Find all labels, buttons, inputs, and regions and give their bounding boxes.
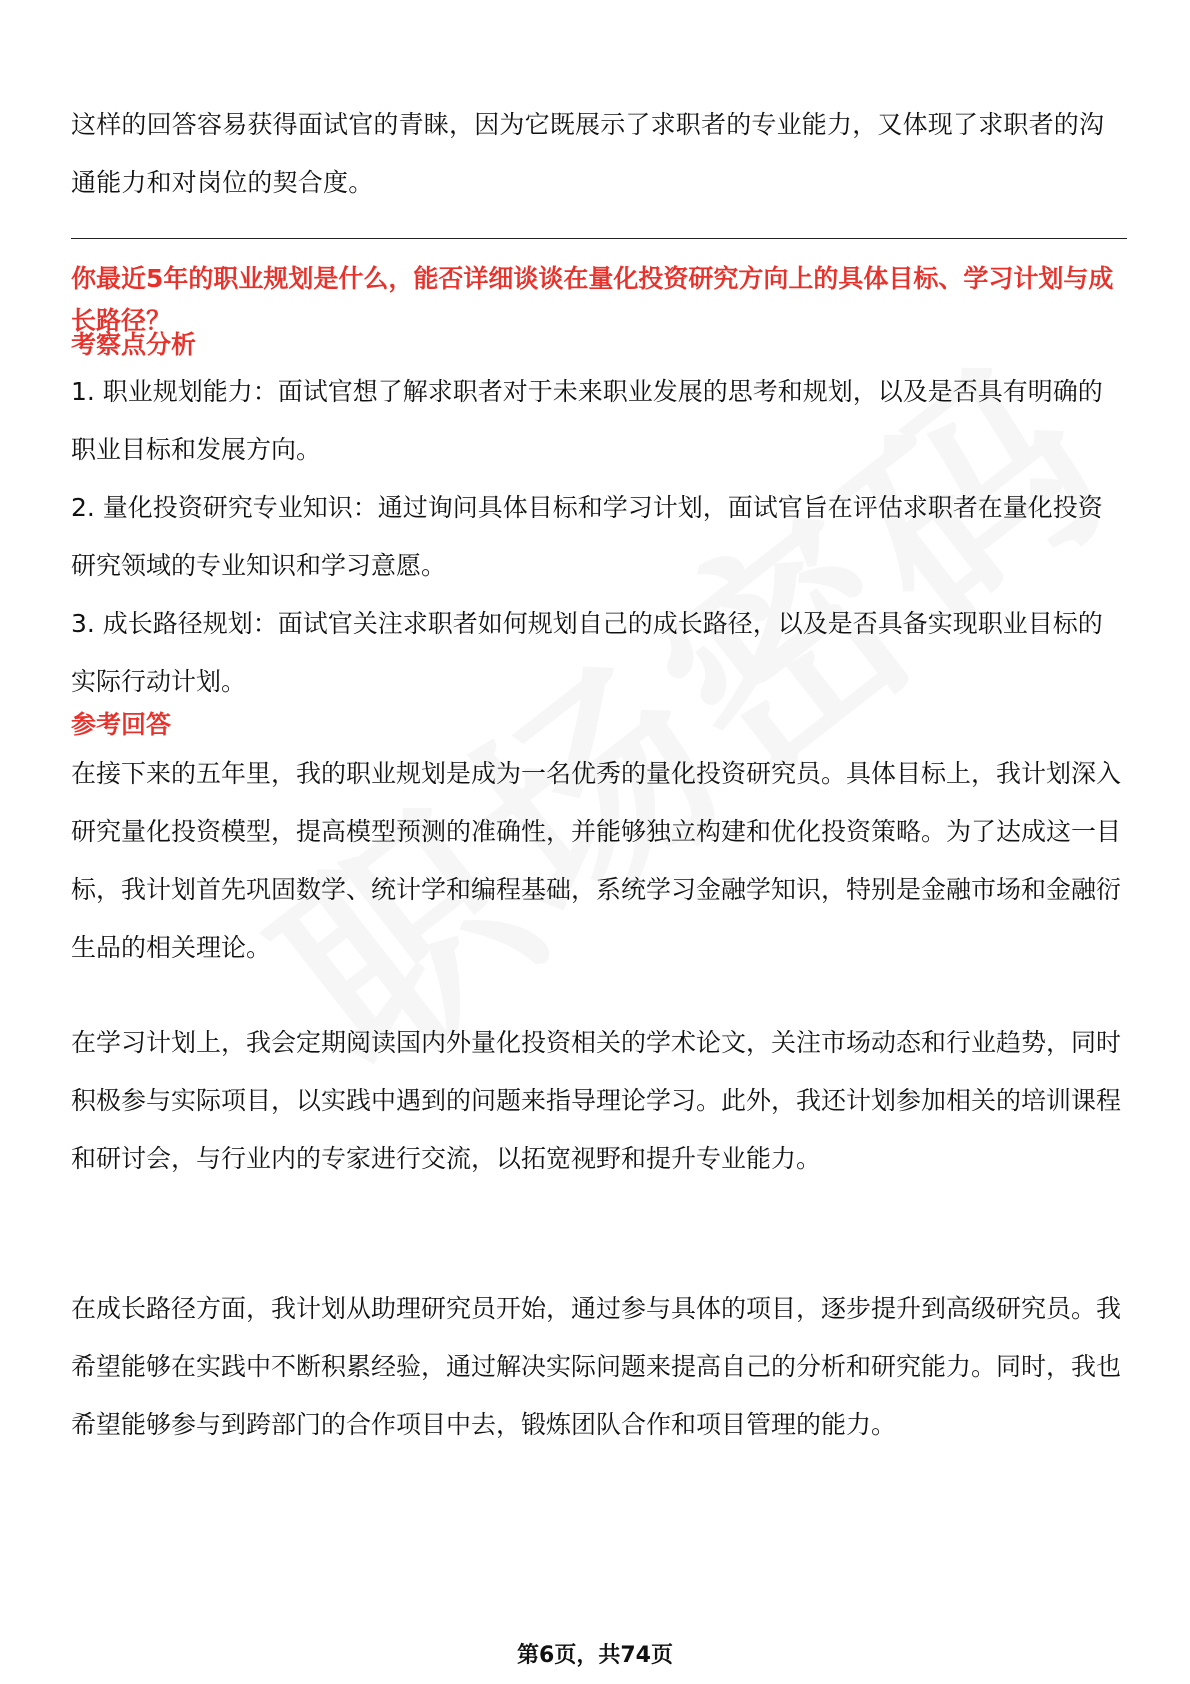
answer-paragraph-3: [71, 1280, 1127, 1454]
answer-paragraph-2: [71, 1014, 1127, 1188]
answer-heading: 参考回答: [71, 710, 172, 739]
analysis-list: [71, 363, 1127, 711]
answer-paragraph-1-text: 在接下来的五年里，我的职业规划是成为一名优秀的量化投资研究员。具体目标上，我计划深入研究量化投资模型，提高模型预测的准确性，并能够独立构建和优化投资策略。为了达成这一目标，我计划首先巩固数学、统计学和编程基础，系统学习金融学知识，特别是金融市场和金融衍生品的相关理论。: [71, 759, 1122, 962]
analysis-item-3: 3. 成长路径规划：面试官关注求职者如何规划自己的成长路径，以及是否具备实现职业目标的实际行动计划。: [71, 609, 1103, 696]
analysis-item-1: 1. 职业规划能力：面试官想了解求职者对于未来职业发展的思考和规划，以及是否具有明确的职业目标和发展方向。: [71, 377, 1103, 464]
page-number: 第6页，共74页: [517, 1643, 673, 1668]
question-title: 你最近5年的职业规划是什么，能否详细谈谈在量化投资研究方向上的具体目标、学习计划与成长路径？: [71, 264, 1114, 335]
intro-conclusion: [71, 96, 1127, 212]
answer-paragraph-3-text: 在成长路径方面，我计划从助理研究员开始，通过参与具体的项目，逐步提升到高级研究员。我希望能够在实践中不断积累经验，通过解决实际问题来提高自己的分析和研究能力。同时，我也希望能够参与到跨部门的合作项目中去，锻炼团队合作和项目管理的能力。: [71, 1294, 1122, 1439]
answer-paragraph-1: [71, 745, 1127, 977]
analysis-item-2: 2. 量化投资研究专业知识：通过询问具体目标和学习计划，面试官旨在评估求职者在量化投资研究领域的专业知识和学习意愿。: [71, 493, 1103, 580]
intro-conclusion-text: 这样的回答容易获得面试官的青睐，因为它既展示了求职者的专业能力，又体现了求职者的沟通能力和对岗位的契合度。: [71, 110, 1105, 197]
answer-paragraph-2-text: 在学习计划上，我会定期阅读国内外量化投资相关的学术论文，关注市场动态和行业趋势，同时积极参与实际项目，以实践中遇到的问题来指导理论学习。此外，我还计划参加相关的培训课程和研讨会，与行业内的专家进行交流，以拓宽视野和提升专业能力。: [71, 1028, 1122, 1173]
section-divider: [71, 238, 1127, 239]
analysis-heading: 考察点分析: [71, 330, 197, 359]
